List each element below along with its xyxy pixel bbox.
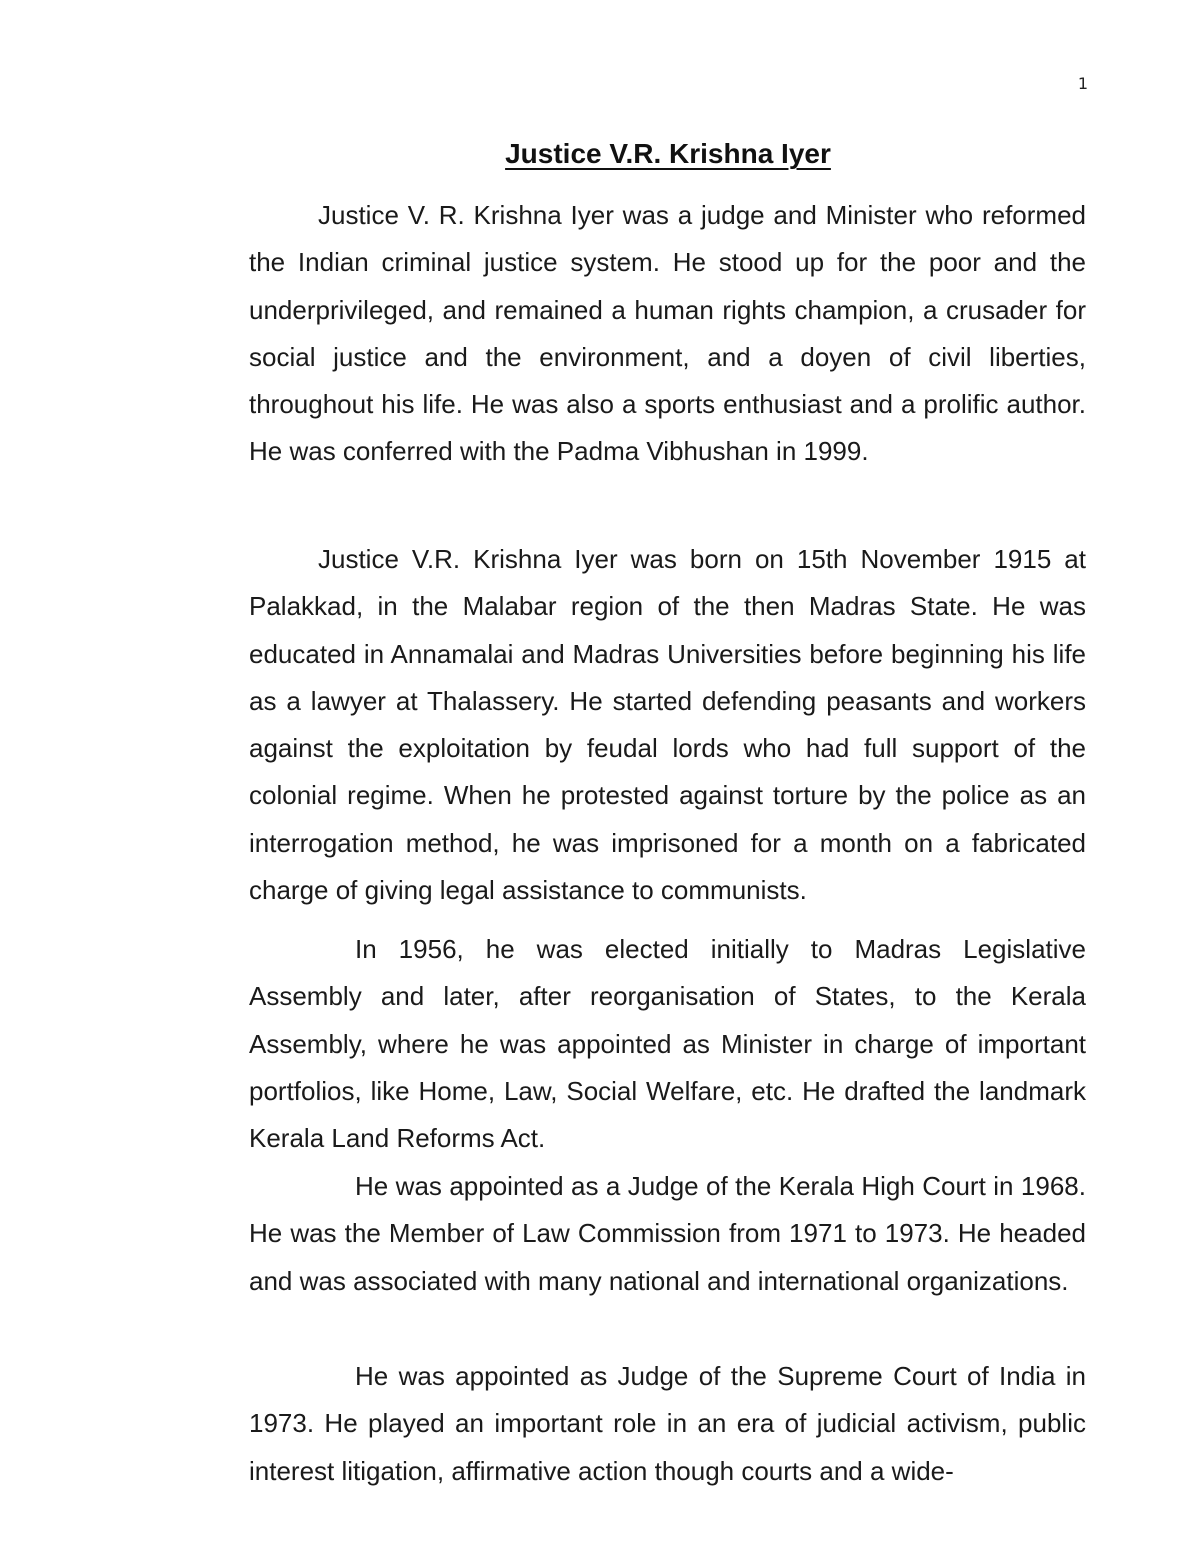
paragraph-supreme-court: He was appointed as Judge of the Supreme Court of India in 1973. He played an important role in an era of judicial activism, public interest litigation, affirmative action though courts and a wide- — [249, 1361, 1086, 1486]
page-number: 1 — [1077, 74, 1088, 93]
paragraph-introduction: Justice V. R. Krishna Iyer was a judge and Minister who reformed the Indian criminal justice system. He stood up for the poor and the underprivileged, and remained a human rights champion, a crusader for social justice and the environment, and a doyen of civil liberties, throughout his life. He was also a sports enthusiast and a prolific author. He was conferred with the Padma Vibhushan in 1999. — [249, 200, 1086, 467]
paragraph-political-career: In 1956, he was elected initially to Madras Legislative Assembly and later, after reorganisation of States, to the Kerala Assembly, where he was appointed as Minister in charge of important portfolios, like Home, Law, Social Welfare, etc. He drafted the landmark Kerala Land Reforms Act. — [249, 934, 1086, 1154]
document-title: Justice V.R. Krishna Iyer — [505, 138, 831, 169]
paragraph-high-court: He was appointed as a Judge of the Kerala High Court in 1968. He was the Member of Law Commission from 1971 to 1973. He headed and was associated with many national and international organizations. — [249, 1171, 1086, 1296]
paragraph-early-life: Justice V.R. Krishna Iyer was born on 15th November 1915 at Palakkad, in the Malabar region of the then Madras State. He was educated in Annamalai and Madras Universities before beginning his life as a lawyer at Thalassery. He started defending peasants and workers against the exploitation by feudal lords who had full support of the colonial regime. When he protested against torture by the police as an interrogation method, he was imprisoned for a month on a fabricated charge of giving legal assistance to communists. — [249, 544, 1086, 906]
